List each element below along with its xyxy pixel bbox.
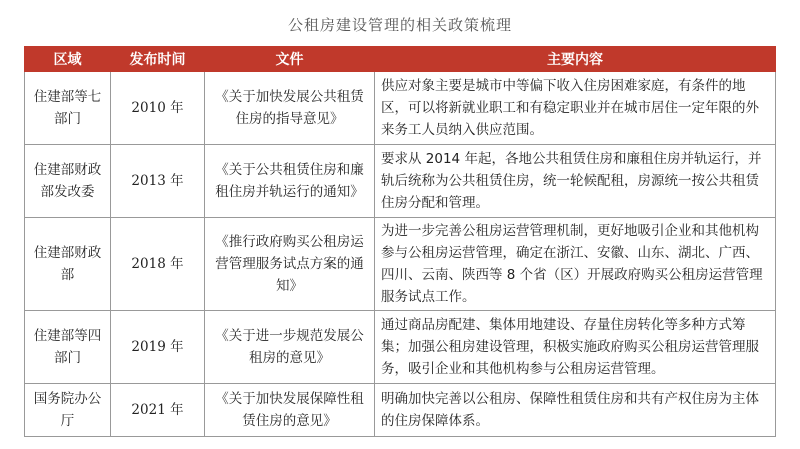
header-region: 区域: [25, 47, 111, 72]
cell-document: 《关于加快发展保障性租赁住房的意见》: [205, 384, 375, 437]
cell-content: 通过商品房配建、集体用地建设、存量住房转化等多种方式筹集；加强公租房建设管理，积极实施政府购买公租房运营管理服务，吸引企业和其他机构参与公租房运营管理。: [375, 311, 776, 384]
header-content: 主要内容: [375, 47, 776, 72]
cell-year: 2021 年: [111, 384, 205, 437]
cell-year: 2010 年: [111, 72, 205, 145]
cell-document: 《关于进一步规范发展公租房的意见》: [205, 311, 375, 384]
cell-year: 2019 年: [111, 311, 205, 384]
header-year: 发布时间: [111, 47, 205, 72]
table-row: [25, 311, 776, 384]
cell-region: 住建部等四部门: [25, 311, 111, 384]
cell-region: 住建部财政部: [25, 218, 111, 311]
table-row: [25, 145, 776, 218]
table-header-row: [25, 47, 776, 72]
cell-content: 为进一步完善公租房运营管理机制，更好地吸引企业和其他机构参与公租房运营管理，确定在浙江、安徽、山东、湖北、广西、四川、云南、陕西等 8 个省（区）开展政府购买公租房运营管理服务试点工作。: [375, 218, 776, 311]
cell-content: 明确加快完善以公租房、保障性租赁住房和共有产权住房为主体的住房保障体系。: [375, 384, 776, 437]
cell-year: 2018 年: [111, 218, 205, 311]
cell-region: 住建部财政部发改委: [25, 145, 111, 218]
cell-content: 供应对象主要是城市中等偏下收入住房困难家庭，有条件的地区，可以将新就业职工和有稳定职业并在城市居住一定年限的外来务工人员纳入供应范围。: [375, 72, 776, 145]
table-row: [25, 384, 776, 437]
cell-document: 《推行政府购买公租房运营管理服务试点方案的通知》: [205, 218, 375, 311]
cell-content: 要求从 2014 年起，各地公共租赁住房和廉租住房并轨运行，并轨后统称为公共租赁住房，统一轮候配租，房源统一按公共租赁住房分配和管理。: [375, 145, 776, 218]
cell-region: 国务院办公厅: [25, 384, 111, 437]
table-title: 公租房建设管理的相关政策梳理: [287, 16, 512, 34]
cell-document: 《关于加快发展公共租赁住房的指导意见》: [205, 72, 375, 145]
table-row: [25, 218, 776, 311]
policy-table: [24, 46, 776, 437]
table-row: [25, 72, 776, 145]
cell-document: 《关于公共租赁住房和廉租住房并轨运行的通知》: [205, 145, 375, 218]
cell-region: 住建部等七部门: [25, 72, 111, 145]
cell-year: 2013 年: [111, 145, 205, 218]
header-document: 文件: [205, 47, 375, 72]
